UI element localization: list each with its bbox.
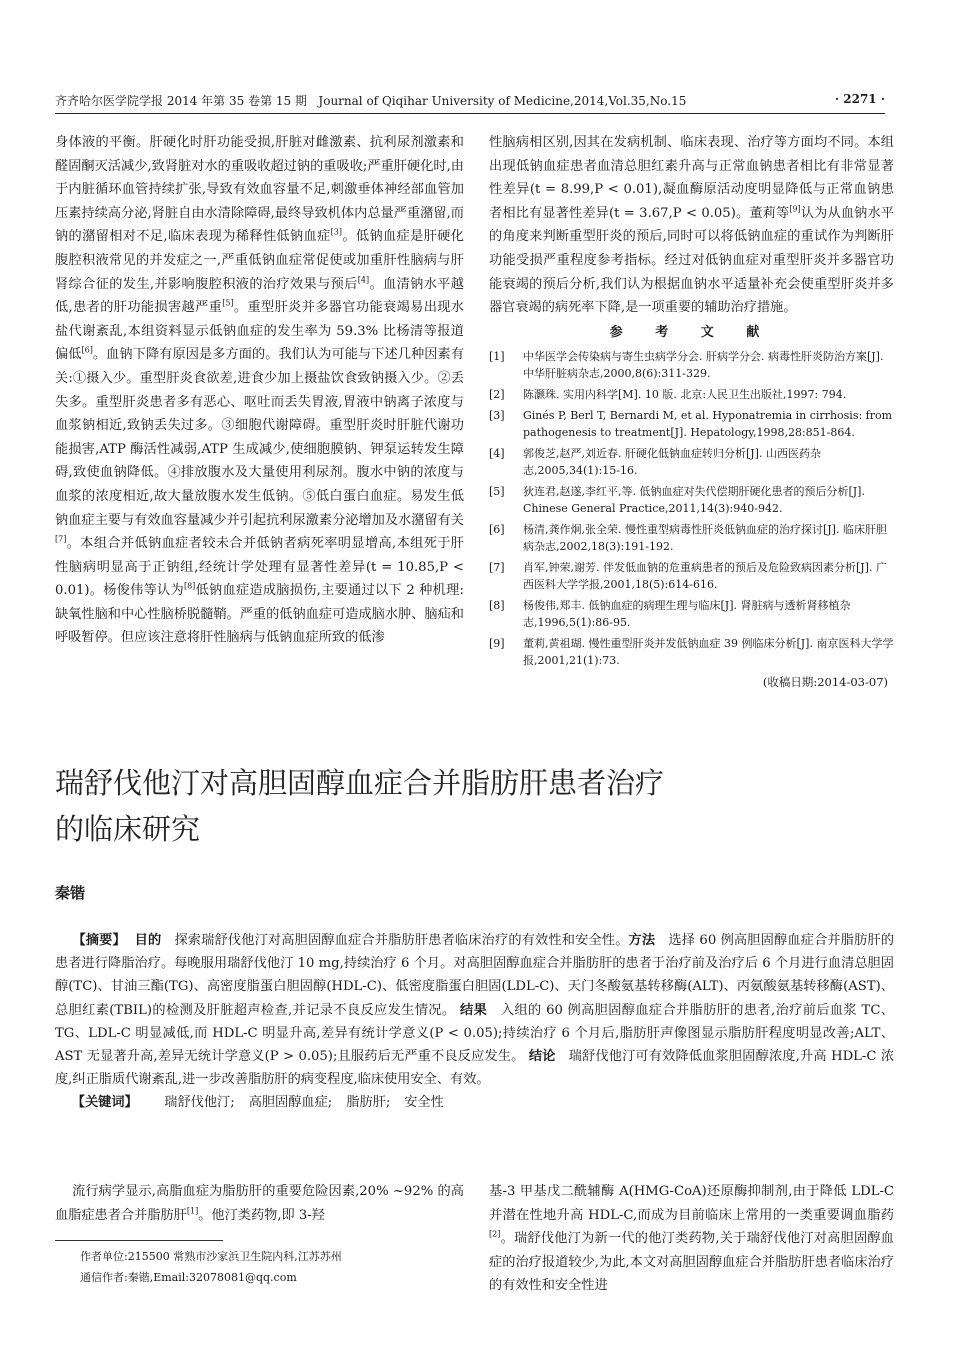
reference-number: [2] — [489, 387, 505, 401]
article-title — [55, 760, 855, 852]
journal-name-en: Journal of Qiqihar University of Medicine,2014,Vol.35,No.15 — [318, 94, 687, 108]
text-run: 基-3 甲基戊二酰辅酶 A(HMG-CoA)还原酶抑制剂,由于降低 LDL-C 并潜在性地升高 HDL-C,而成为目前临床上常用的一类重要调血脂药 — [489, 1184, 894, 1223]
reference-text: 杨俊伟,郑丰. 低钠血症的病理生理与临床[J]. 肾脏病与透析肾移植杂志,1996,5(1):86-95. — [523, 598, 851, 629]
methods-text: 选择 60 例高胆固醇血症合并脂肪肝的患者进行降脂治疗。每晚服用瑞舒伐他汀 10 mg,持续治疗 6 个月。对高胆固醇血症合并脂肪肝的患者于治疗前及治疗后 6 个月进行血清总胆固醇(TC)、甘油三酯(TG)、高密度脂蛋白胆固醇(HDL-C)、低密度脂蛋白胆固(LDL-C)、天门冬酸氨基转移酶(ALT)、丙氨酸氨基转移酶(AST)、总胆红素(TBIL)的检测及肝脏超声检查,并记录不良反应发生情况。 — [55, 933, 895, 1018]
reference-number: [4] — [489, 446, 505, 460]
author-affiliation: 作者单位:215500 常熟市沙家浜卫生院内科,江苏苏州 — [80, 1250, 342, 1263]
citation: [4] — [357, 275, 370, 285]
reference-item — [489, 635, 894, 669]
reference-item — [489, 559, 894, 593]
reference-item — [489, 445, 894, 479]
keyword: 瑞舒伐他汀; — [164, 1095, 235, 1111]
reference-text: 中华医学会传染病与寄生虫病学分会. 肝病学分会. 病毒性肝炎防治方案[J]. 中华肝脏病杂志,2000,8(6):311-329. — [523, 349, 884, 380]
citation: [1] — [186, 1206, 199, 1216]
keywords — [55, 1091, 894, 1114]
reference-item — [489, 386, 894, 403]
journal-citation — [55, 92, 686, 109]
citation: [5] — [222, 298, 234, 308]
header-rule — [55, 113, 885, 114]
reference-item — [489, 407, 894, 441]
reference-item — [489, 483, 894, 517]
reference-number: [7] — [489, 560, 505, 574]
footnote-rule — [55, 1240, 223, 1241]
references-heading: 参 考 文 献 — [609, 324, 774, 340]
reference-item — [489, 597, 894, 631]
prev-article-left-column — [55, 131, 464, 650]
text-run: 。低钠血症是肝硬化腹腔积液常见的并发症之一,严重低钠血症常促使或加重肝性脑病与肝肾综合征的发生,并影响腹腔积液的治疗效果与预后 — [55, 229, 464, 292]
keyword: 高胆固醇血症; — [248, 1095, 333, 1111]
citation: [6] — [81, 345, 93, 355]
reference-number: [6] — [489, 522, 505, 536]
objective-label: 目的 — [134, 933, 162, 948]
citation: [7] — [55, 534, 67, 544]
reference-text: 杨清,龚作炯,张全荣. 慢性重型病毒性肝炎低钠血症的治疗探讨[J]. 临床肝胆病杂志,2002,18(3):191-192. — [523, 522, 887, 553]
prev-article-right-column — [489, 131, 894, 691]
conclusion-label: 结论 — [528, 1049, 556, 1065]
corresponding-author: 通信作者:秦锴,Email:32078081@qq.com — [80, 1271, 297, 1284]
text-run: 流行病学显示,高脂血症为脂肪肝的重要危险因素,20% ~92% 的高血脂症患者合并脂肪肝 — [55, 1184, 464, 1223]
intro-paragraph — [489, 1180, 894, 1298]
title-line: 瑞舒伐他汀对高胆固醇血症合并脂肪肝患者治疗 — [55, 766, 665, 800]
keyword: 安全性 — [404, 1095, 444, 1111]
keyword: 脂肪肝; — [346, 1095, 391, 1111]
footnote — [80, 1246, 342, 1288]
reference-list — [489, 348, 894, 669]
intro-left-column — [55, 1180, 464, 1227]
text-run: 低钠血症造成脑损伤,主要通过以下 2 种机理:缺氧性脑和中心性脑桥脱髓鞘。严重的低钠血症可造成脑水肿、脑疝和呼吸暂停。但应该注意将肝性脑病与低钠血症所致的低渗 — [55, 583, 464, 646]
text-run: 。血清钠水平越低,患者的肝功能损害越严重 — [55, 276, 464, 316]
results-label: 结果 — [460, 1002, 488, 1018]
title-line: 的临床研究 — [55, 812, 201, 846]
conclusion-text: 瑞舒伐他汀可有效降低血浆胆固醇浓度,升高 HDL-C 浓度,纠正脂质代谢紊乱,进一步改善脂肪肝的病变程度,临床使用安全、有效。 — [55, 1049, 895, 1088]
reference-text: 陈灏珠. 实用内科学[M]. 10 版. 北京:人民卫生出版社,1997: 794. — [523, 387, 847, 401]
journal-name-cn: 齐齐哈尔医学院学报 2014 年第 35 卷第 15 期 — [55, 94, 307, 108]
results-text: 入组的 60 例高胆固醇血症合并脂肪肝的患者,治疗前后血浆 TC、TG、LDL-C 明显减低,而 HDL-C 明显升高,差异有统计学意义(P < 0.05);持续治疗 6 个月后,脂肪肝声像图显示脂肪肝程度明显改善;ALT、AST 无显著升高,差异无统计学意义(P > 0.05);且服药后无严重不良反应发生。 — [55, 1002, 894, 1065]
reference-text: 董莉,黄祖瑚. 慢性重型肝炎并发低钠血症 39 例临床分析[J]. 南京医科大学学报,2001,21(1):73. — [523, 636, 894, 667]
citation: [8] — [183, 581, 196, 591]
abstract-label: 【摘要】 — [72, 933, 126, 948]
keywords-label: 【关键词】 — [71, 1095, 138, 1111]
abstract — [55, 929, 894, 1115]
methods-label: 方法 — [628, 933, 656, 948]
reference-number: [3] — [489, 408, 505, 422]
text-run: 。瑞舒伐他汀为新一代的他汀类药物,关于瑞舒伐他汀对高胆固醇血症的治疗报道较少,为此,本文对高胆固醇血症合并脂肪肝患者临床治疗的有效性和安全性进 — [489, 1231, 894, 1294]
prev-article-paragraph — [489, 131, 894, 320]
citation: [2] — [489, 1229, 501, 1239]
text-run: 身体液的平衡。肝硬化时肝功能受损,肝脏对雌激素、抗利尿剂激素和醛固酮灭活减少,致肾脏对水的重吸收超过钠的重吸收;严重肝硬化时,由于内脏循环血管持续扩张,导致有效血容量不足,刺激垂体神经部血管加压素持续高分泌,肾脏自由水清除障碍,最终导致机体内总量严重潴留,而钠的潴留相对不足,临床表现为稀释性低钠血症 — [55, 135, 464, 245]
reference-number: [9] — [489, 636, 505, 650]
abstract-body — [55, 929, 894, 1091]
reference-number: [8] — [489, 598, 505, 612]
text-run: 认为从血钠水平的角度来判断重型肝炎的预后,同时可以将低钠血症的重试作为判断肝功能受损严重程度参考指标。经过对低钠血症对重型肝炎并多器官功能衰竭的预后分析,我们认为根据血钠水平适量补充会使重型肝炎并多器官衰竭的病死率下降,是一项重要的辅助治疗措施。 — [489, 205, 895, 316]
prev-article-paragraph — [55, 131, 464, 650]
reference-text: 郭俊芝,赵严,刘近春. 肝硬化低钠血症转归分析[J]. 山西医药杂志,2005,34(1):15-16. — [523, 446, 821, 477]
reference-text: 肖军,钟荣,谢芳. 伴发低血钠的危重病患者的预后及危险致病因素分析[J]. 广西医科大学学报,2001,18(5):614-616. — [523, 560, 887, 591]
article-author: 秦锴 — [55, 884, 86, 902]
reference-number: [1] — [489, 349, 505, 363]
text-run: 。本组合并低钠血症者较未合并低钠者病死率明显增高,本组死于肝性脑病明显高于正钠组,经统计学处理有显著性差异(t = 10.85,P < 0.01)。杨俊伟等认为 — [55, 536, 464, 599]
text-run: 。重型肝炎并多器官功能衰竭易出现水盐代谢紊乱,本组资料显示低钠血症的发生率为 59.3% 比杨清等报道偏低 — [55, 300, 464, 363]
reference-item — [489, 521, 894, 555]
citation: [3] — [330, 227, 342, 237]
reference-item — [489, 348, 894, 382]
text-run: 。他汀类药物,即 3-羟 — [198, 1207, 325, 1223]
reference-text: 狄连君,赵遂,李红平,等. 低钠血症对失代偿期肝硬化患者的预后分析[J]. Chinese General Practice,2011,14(3):940-942. — [523, 484, 865, 515]
received-date: (收稿日期:2014-03-07) — [762, 674, 888, 689]
intro-paragraph — [55, 1180, 464, 1227]
text-run: 。血钠下降有原因是多方面的。我们认为可能与下述几种因素有关:①摄入少。重型肝炎食欲差,进食少加上摄盐饮食致钠摄入少。②丢失多。重型肝炎患者多有恶心、呕吐而丢失胃液,胃液中钠离子浓度与血浆钠相近,致钠丢失过多。③细胞代谢障碍。重型肝炎时肝脏代谢功能损害,ATP 酶活性减弱,ATP 生成减少,使细胞膜钠、钾泵运转发生障碍,致使血钠降低。④排放腹水及大量使用利尿剂。腹水中钠的浓度与血浆的浓度相近,故大量放腹水发生低钠。⑤低白蛋白血症。易发生低钠血症主要与有效血容量减少并引起抗利尿激素分泌增加及水潴留有关 — [55, 347, 465, 528]
citation: [9] — [789, 204, 801, 214]
page-number: · 2271 · — [834, 92, 885, 106]
text-run: 性脑病相区别,因其在发病机制、临床表现、治疗等方面均不同。本组出现低钠血症患者血清总胆红素升高与正常血钠患者相比有非常显著性差异(t = 8.99,P < 0.01),凝血酶原活动度明显降低与正常血钠患者相比有显著性差异(t = 3.67,P < 0.05)。董莉等 — [489, 135, 894, 221]
intro-right-column — [489, 1180, 894, 1298]
reference-number: [5] — [489, 484, 505, 498]
running-header — [55, 92, 885, 114]
objective-text: 探索瑞舒伐他汀对高胆固醇血症合并脂肪肝患者临床治疗的有效性和安全性。 — [174, 933, 629, 948]
reference-text: Ginés P, Berl T, Bernardi M, et al. Hyponatremia in cirrhosis: from pathogenesis to treatment[J]. Hepatology,1998,28:851-864. — [523, 408, 893, 439]
